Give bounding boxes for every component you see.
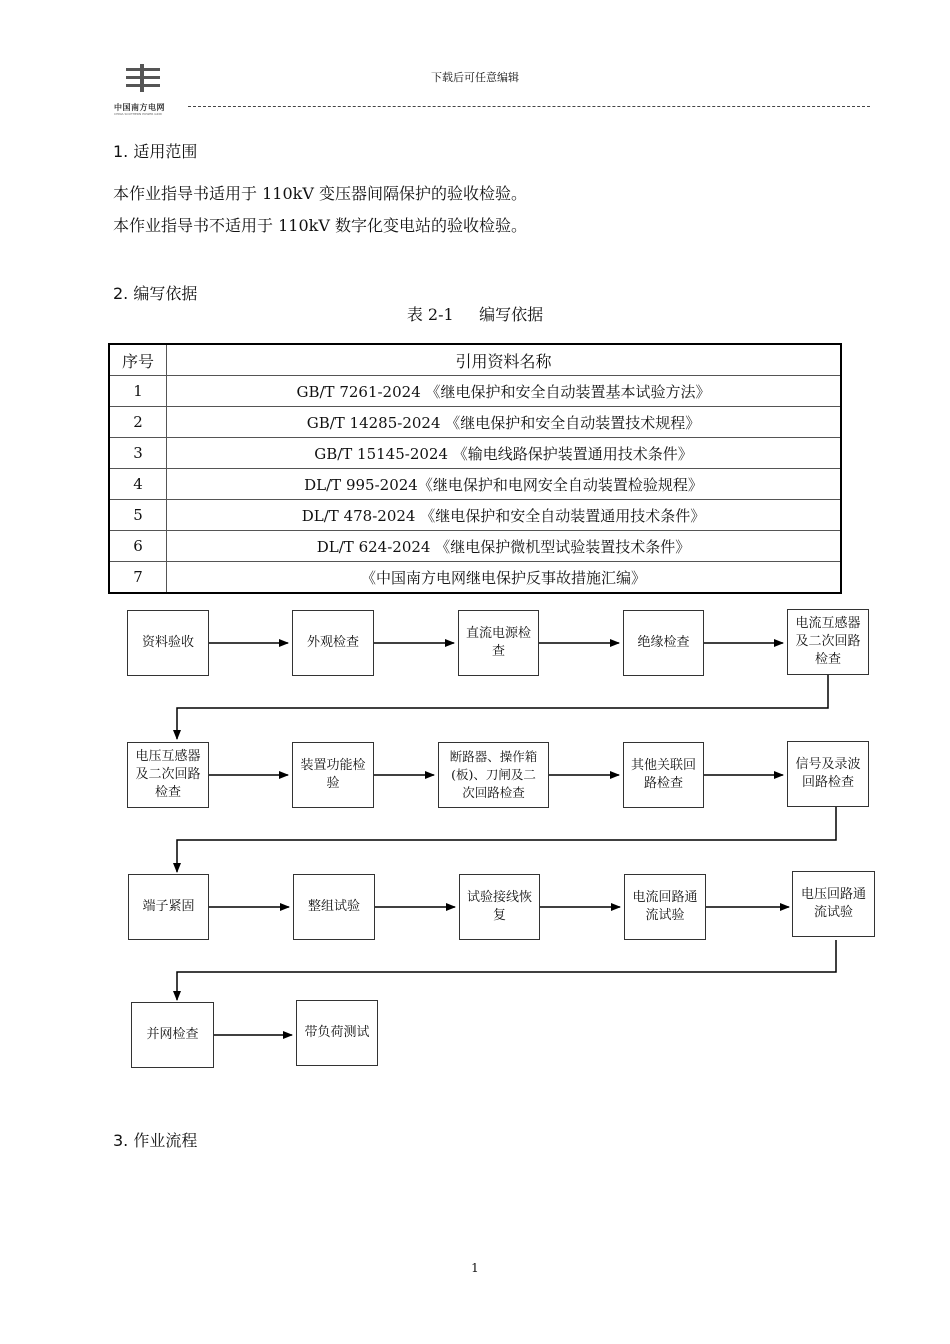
table-caption: 表 2-1 编写依据 xyxy=(406,305,544,324)
row-seq: 6 xyxy=(109,531,167,562)
row-reference: GB/T 14285-2024 《继电保护和安全自动装置技术规程》 xyxy=(167,407,842,438)
section2-heading: 2. 编写依据 xyxy=(113,284,198,303)
flow-connector xyxy=(177,807,836,872)
flow-step: 外观检查 xyxy=(292,610,374,676)
flow-step: 电流互感器 及二次回路 检查 xyxy=(787,609,869,675)
column-header-seq: 序号 xyxy=(109,344,167,376)
row-reference: GB/T 15145-2024 《输电线路保护装置通用技术条件》 xyxy=(167,438,842,469)
flow-step: 电流回路通 流试验 xyxy=(624,874,706,940)
logo-text: 中国南方电网 xyxy=(114,103,165,112)
row-reference: DL/T 624-2024 《继电保护微机型试验装置技术条件》 xyxy=(167,531,842,562)
flow-step: 并网检查 xyxy=(131,1002,214,1068)
row-seq: 2 xyxy=(109,407,167,438)
flow-step: 装置功能检 验 xyxy=(292,742,374,808)
flow-connector xyxy=(177,675,828,739)
row-reference: DL/T 995-2024《继电保护和电网安全自动装置检验规程》 xyxy=(167,469,842,500)
row-seq: 5 xyxy=(109,500,167,531)
section3-heading: 3. 作业流程 xyxy=(113,1131,198,1150)
header-note: 下载后可任意编辑 xyxy=(431,71,519,84)
flow-step: 断路器、操作箱 (板)、刀闸及二 次回路检查 xyxy=(438,742,549,808)
flow-connector xyxy=(177,940,836,1000)
flow-step: 带负荷测试 xyxy=(296,1000,378,1066)
flow-step: 端子紧固 xyxy=(128,874,209,940)
section1-line-2: 本作业指导书不适用于 110kV 数字化变电站的验收检验。 xyxy=(113,216,527,235)
flow-step: 电压互感器 及二次回路 检查 xyxy=(127,742,209,808)
flow-step: 信号及录波 回路检查 xyxy=(787,741,869,807)
flow-step: 整组试验 xyxy=(293,874,375,940)
row-reference: DL/T 478-2024 《继电保护和安全自动装置通用技术条件》 xyxy=(167,500,842,531)
row-reference: 《中国南方电网继电保护反事故措施汇编》 xyxy=(167,562,842,594)
logo-subtext: CHINA SOUTHERN POWER GRID xyxy=(114,112,162,116)
row-seq: 7 xyxy=(109,562,167,594)
page-number: 1 xyxy=(471,1261,479,1275)
flow-step: 电压回路通 流试验 xyxy=(792,871,875,937)
row-reference: GB/T 7261-2024 《继电保护和安全自动装置基本试验方法》 xyxy=(167,376,842,407)
row-seq: 4 xyxy=(109,469,167,500)
flow-step: 其他关联回 路检查 xyxy=(623,742,704,808)
section1-heading: 1. 适用范围 xyxy=(113,142,198,161)
section1-line-1: 本作业指导书适用于 110kV 变压器间隔保护的验收检验。 xyxy=(113,184,527,203)
column-header-name: 引用资料名称 xyxy=(167,344,842,376)
flow-step: 直流电源检 查 xyxy=(458,610,539,676)
flow-step: 资料验收 xyxy=(127,610,209,676)
flow-step: 绝缘检查 xyxy=(623,610,704,676)
row-seq: 1 xyxy=(109,376,167,407)
row-seq: 3 xyxy=(109,438,167,469)
flow-step: 试验接线恢 复 xyxy=(459,874,540,940)
